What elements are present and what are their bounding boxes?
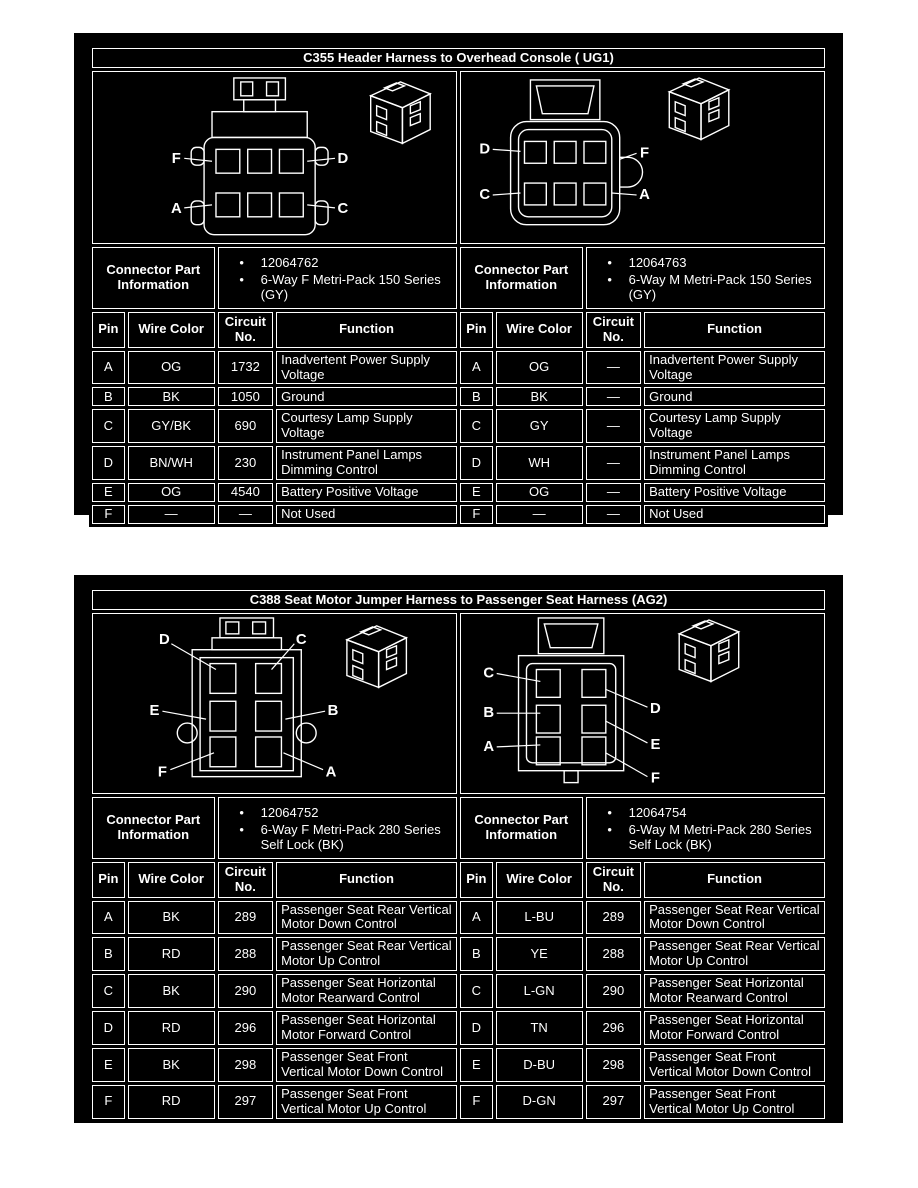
diagram-row [92, 71, 825, 244]
wire-color-cell: WH [496, 446, 583, 480]
pin-label: B [327, 703, 339, 720]
function-cell: Courtesy Lamp Supply Voltage [644, 409, 825, 443]
wire-color-cell: BK [128, 974, 215, 1008]
circuit-no-header: Circuit No. [218, 312, 274, 348]
pin-cell: B [92, 937, 125, 971]
circuit-no-cell: 298 [586, 1048, 642, 1082]
pin-cell: E [460, 483, 493, 502]
pin-cell: D [460, 446, 493, 480]
circuit-no-cell: — [586, 505, 642, 524]
connector-part-info-label: Connector Part Information [92, 797, 215, 859]
title-row [92, 590, 825, 610]
connector-diagram-svg [461, 72, 824, 243]
circuit-no-cell: 296 [586, 1011, 642, 1045]
pin-row [92, 483, 825, 502]
pin-cell: C [460, 974, 493, 1008]
part-description: 6-Way M Metri-Pack 150 Series (GY) [628, 271, 812, 302]
pin-cell: C [92, 974, 125, 1008]
function-cell: Passenger Seat Rear Vertical Motor Up Control [644, 937, 825, 971]
pin-cell: D [460, 1011, 493, 1045]
connector-isometric-view [679, 620, 739, 681]
circuit-no-header: Circuit No. [586, 862, 642, 898]
pin-label: D [337, 151, 349, 168]
title-row [92, 48, 825, 68]
circuit-no-cell: 288 [586, 937, 642, 971]
pin-row [92, 1048, 825, 1082]
wire-color-cell: D-GN [496, 1085, 583, 1119]
connector-diagram-svg [461, 614, 824, 793]
wire-color-cell: D-BU [496, 1048, 583, 1082]
pin-label: A [325, 764, 337, 781]
pin-label: F [171, 151, 181, 168]
pin-label: C [483, 665, 495, 682]
connector-isometric-view [371, 82, 431, 143]
function-cell: Passenger Seat Front Vertical Motor Down Control [276, 1048, 457, 1082]
leader-line [285, 711, 325, 719]
leader-line [493, 193, 521, 195]
pin-label: E [650, 736, 661, 753]
circuit-no-cell: 297 [586, 1085, 642, 1119]
wire-color-cell: — [128, 505, 215, 524]
wire-color-cell: OG [128, 483, 215, 502]
bullet-icon [591, 823, 629, 838]
pin-header-row [92, 312, 825, 348]
pin-row [92, 1011, 825, 1045]
pin-label: A [639, 186, 650, 203]
bullet-item [591, 823, 820, 853]
wire-color-cell: GY/BK [128, 409, 215, 443]
connector-part-info-label: Connector Part Information [460, 797, 583, 859]
circuit-no-cell: 296 [218, 1011, 274, 1045]
pin-cell: D [92, 446, 125, 480]
pin-cell: E [92, 483, 125, 502]
connector-front-view [511, 80, 643, 225]
wire-color-cell: L-GN [496, 974, 583, 1008]
bullet-icon [223, 806, 261, 821]
pin-cell: F [460, 505, 493, 524]
connector-table [89, 587, 828, 1122]
pin-label: F [157, 764, 167, 781]
pin-label: C [337, 200, 349, 217]
bullet-item [591, 256, 820, 271]
connector-part-info-label: Connector Part Information [92, 247, 215, 309]
pin-row [92, 1085, 825, 1119]
pin-label: C [295, 631, 307, 648]
bullet-icon [223, 273, 261, 288]
function-cell: Passenger Seat Rear Vertical Motor Down Control [276, 901, 457, 935]
pin-label: F [639, 145, 650, 162]
circuit-no-cell: — [586, 387, 642, 406]
connector-diagram-svg [93, 614, 456, 793]
pin-cell: B [92, 387, 125, 406]
function-cell: Passenger Seat Horizontal Motor Forward Control [644, 1011, 825, 1045]
wire-color-cell: L-BU [496, 901, 583, 935]
circuit-no-cell: 1732 [218, 351, 274, 385]
pin-cell: E [460, 1048, 493, 1082]
bullet-icon [591, 256, 629, 271]
wire-color-cell: BK [128, 901, 215, 935]
function-cell: Passenger Seat Horizontal Motor Rearward Control [276, 974, 457, 1008]
connector-diagram-svg [93, 72, 456, 243]
pin-row [92, 901, 825, 935]
part-description: 6-Way F Metri-Pack 150 Series (GY) [260, 271, 441, 302]
function-cell: Not Used [276, 505, 457, 524]
pin-label: D [479, 141, 491, 158]
circuit-no-cell: 230 [218, 446, 274, 480]
function-cell: Passenger Seat Rear Vertical Motor Down Control [644, 901, 825, 935]
part-description: 6-Way M Metri-Pack 280 Series Self Lock (BK) [628, 821, 812, 852]
leader-line [171, 644, 216, 670]
connector-info-row [92, 797, 825, 859]
circuit-no-cell: — [586, 351, 642, 385]
pin-header: Pin [92, 862, 125, 898]
function-cell: Inadvertent Power Supply Voltage [644, 351, 825, 385]
wire-color-cell: OG [128, 351, 215, 385]
pin-cell: F [92, 1085, 125, 1119]
pin-cell: A [460, 351, 493, 385]
pin-cell: D [92, 1011, 125, 1045]
leader-line [184, 158, 212, 161]
pin-cell: A [92, 901, 125, 935]
leader-line [272, 644, 295, 670]
female-connector-diagram [92, 613, 457, 794]
function-cell: Instrument Panel Lamps Dimming Control [644, 446, 825, 480]
pin-header: Pin [460, 862, 493, 898]
pin-row [92, 505, 825, 524]
leader-line [606, 721, 648, 743]
bullet-icon [591, 273, 629, 288]
circuit-no-header: Circuit No. [218, 862, 274, 898]
connector-part-info-label: Connector Part Information [460, 247, 583, 309]
circuit-no-cell: 1050 [218, 387, 274, 406]
function-cell: Passenger Seat Rear Vertical Motor Up Control [276, 937, 457, 971]
function-cell: Passenger Seat Front Vertical Motor Up Control [644, 1085, 825, 1119]
circuit-no-cell: 297 [218, 1085, 274, 1119]
pin-header: Pin [460, 312, 493, 348]
pin-label: E [149, 703, 160, 720]
bullet-icon [591, 806, 629, 821]
pin-label: F [650, 770, 660, 787]
circuit-no-cell: 288 [218, 937, 274, 971]
function-cell: Passenger Seat Horizontal Motor Rearward Control [644, 974, 825, 1008]
harness-table-c355 [74, 33, 843, 522]
bullet-item [223, 806, 452, 821]
circuit-no-cell: — [586, 483, 642, 502]
wire-color-cell: OG [496, 483, 583, 502]
leader-line [307, 205, 335, 208]
circuit-no-cell: — [586, 446, 642, 480]
leader-line [606, 753, 648, 777]
connector-isometric-view [669, 78, 729, 139]
wire-color-cell: BK [128, 1048, 215, 1082]
connector-info-row [92, 247, 825, 309]
pin-row [92, 351, 825, 385]
pin-cell: B [460, 387, 493, 406]
male-connector-diagram [460, 71, 825, 244]
circuit-no-cell: 289 [586, 901, 642, 935]
wire-color-cell: BK [496, 387, 583, 406]
bullet-item [591, 273, 820, 303]
circuit-no-cell: 290 [586, 974, 642, 1008]
wire-color-header: Wire Color [128, 862, 215, 898]
wire-color-cell: RD [128, 937, 215, 971]
function-cell: Not Used [644, 505, 825, 524]
pin-label: C [479, 186, 491, 203]
leader-line [606, 689, 648, 707]
wire-color-header: Wire Color [496, 312, 583, 348]
connector-front-view [519, 618, 624, 783]
table-title: C388 Seat Motor Jumper Harness to Passenger Seat Harness (AG2) [92, 590, 825, 610]
function-cell: Inadvertent Power Supply Voltage [276, 351, 457, 385]
connector-part-info-items [218, 247, 457, 309]
pin-label: A [483, 738, 495, 755]
connector-part-info-items [218, 797, 457, 859]
wire-color-cell: RD [128, 1085, 215, 1119]
table-title: C355 Header Harness to Overhead Console ( UG1) [92, 48, 825, 68]
part-description: 6-Way F Metri-Pack 280 Series Self Lock (BK) [260, 821, 441, 852]
circuit-no-cell: — [218, 505, 274, 524]
pin-row [92, 974, 825, 1008]
pin-label: B [483, 705, 495, 722]
bullet-item [223, 256, 452, 271]
part-number: 12064754 [628, 804, 687, 820]
pin-row [92, 387, 825, 406]
part-number: 12064752 [260, 804, 319, 820]
circuit-no-cell: 290 [218, 974, 274, 1008]
function-cell: Passenger Seat Front Vertical Motor Up Control [276, 1085, 457, 1119]
wire-color-header: Wire Color [496, 862, 583, 898]
function-cell: Ground [276, 387, 457, 406]
circuit-no-header: Circuit No. [586, 312, 642, 348]
bullet-item [591, 806, 820, 821]
circuit-no-cell: 690 [218, 409, 274, 443]
function-header: Function [644, 312, 825, 348]
leader-line [612, 193, 637, 195]
pin-label: D [159, 631, 170, 648]
function-cell: Battery Positive Voltage [644, 483, 825, 502]
wire-color-cell: RD [128, 1011, 215, 1045]
part-number: 12064763 [628, 254, 687, 270]
wire-color-header: Wire Color [128, 312, 215, 348]
function-cell: Ground [644, 387, 825, 406]
leader-line [283, 753, 323, 770]
pin-label: D [650, 701, 661, 718]
pin-header-row [92, 862, 825, 898]
part-number: 12064762 [260, 254, 319, 270]
pin-cell: F [92, 505, 125, 524]
circuit-no-cell: 4540 [218, 483, 274, 502]
wire-color-cell: TN [496, 1011, 583, 1045]
function-header: Function [276, 862, 457, 898]
pin-cell: E [92, 1048, 125, 1082]
pin-cell: A [92, 351, 125, 385]
pin-row [92, 937, 825, 971]
bullet-item [223, 823, 452, 853]
pin-row [92, 409, 825, 443]
harness-table-c388 [74, 575, 843, 1123]
function-header: Function [276, 312, 457, 348]
leader-line [307, 158, 335, 161]
wire-color-cell: — [496, 505, 583, 524]
function-cell: Battery Positive Voltage [276, 483, 457, 502]
pin-cell: A [460, 901, 493, 935]
pin-header: Pin [92, 312, 125, 348]
function-cell: Passenger Seat Horizontal Motor Forward Control [276, 1011, 457, 1045]
wire-color-cell: BK [128, 387, 215, 406]
diagram-row [92, 613, 825, 794]
leader-line [493, 149, 521, 151]
circuit-no-cell: 289 [218, 901, 274, 935]
bullet-icon [223, 823, 261, 838]
connector-table [89, 45, 828, 527]
bullet-icon [223, 256, 261, 271]
pin-cell: F [460, 1085, 493, 1119]
circuit-no-cell: 298 [218, 1048, 274, 1082]
function-cell: Passenger Seat Front Vertical Motor Down Control [644, 1048, 825, 1082]
function-cell: Instrument Panel Lamps Dimming Control [276, 446, 457, 480]
connector-isometric-view [347, 626, 407, 687]
connector-part-info-items [586, 247, 825, 309]
connector-part-info-items [586, 797, 825, 859]
wire-color-cell: OG [496, 351, 583, 385]
connector-front-view [191, 78, 328, 235]
function-cell: Courtesy Lamp Supply Voltage [276, 409, 457, 443]
male-connector-diagram [460, 613, 825, 794]
pin-cell: B [460, 937, 493, 971]
leader-line [184, 205, 212, 208]
pin-cell: C [460, 409, 493, 443]
pin-cell: C [92, 409, 125, 443]
bullet-item [223, 273, 452, 303]
wire-color-cell: GY [496, 409, 583, 443]
circuit-no-cell: — [586, 409, 642, 443]
female-connector-diagram [92, 71, 457, 244]
pin-row [92, 446, 825, 480]
wire-color-cell: YE [496, 937, 583, 971]
pin-label: A [170, 200, 182, 217]
function-header: Function [644, 862, 825, 898]
wire-color-cell: BN/WH [128, 446, 215, 480]
